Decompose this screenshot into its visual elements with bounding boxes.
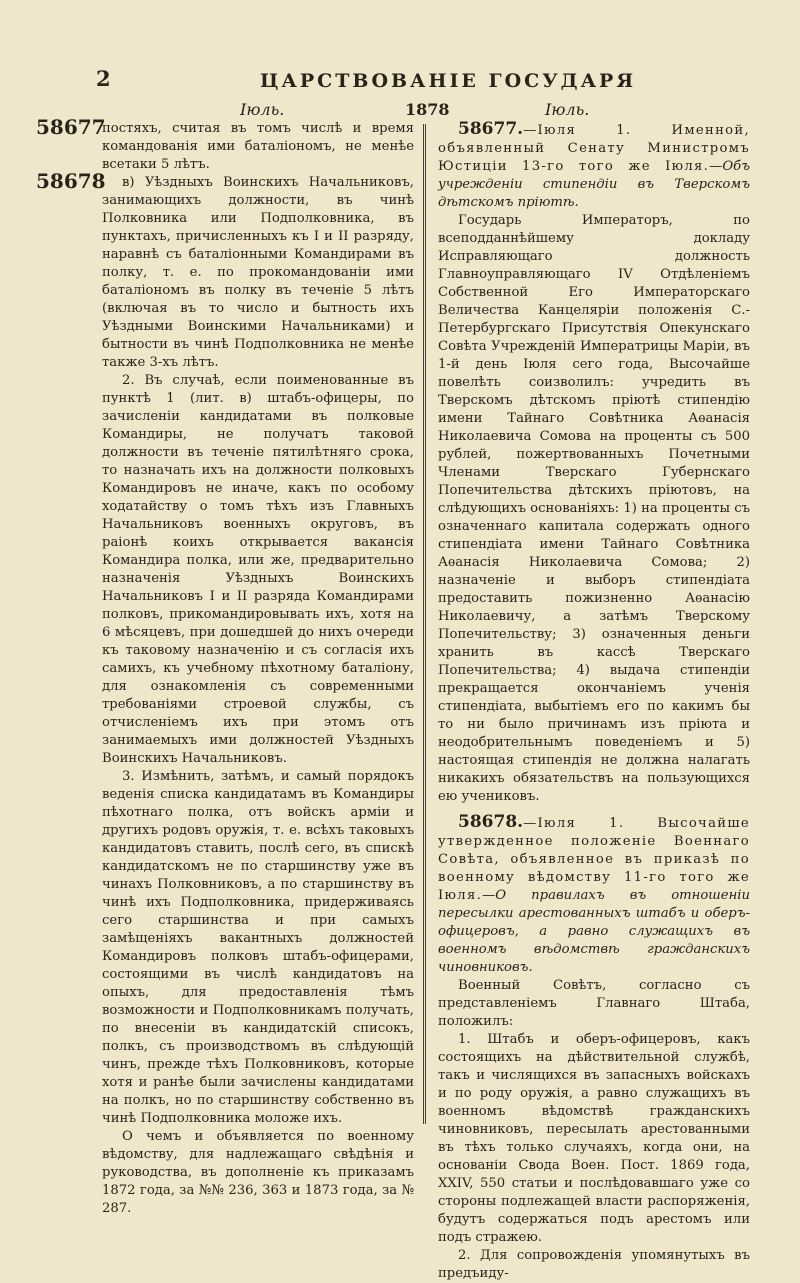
column-divider [423, 124, 426, 1124]
year: 1878 [405, 100, 450, 119]
page-number: 2 [96, 66, 111, 91]
law-title: —О правилахъ въ отношеніи пересылки арестованныхъ штабъ и оберъ-офицеровъ, а равно служащихъ въ военномъ вѣдомствѣ гражданскихъ чиновниковъ. [438, 888, 750, 975]
law-intro: Военный Совѣтъ, согласно съ представленіемъ Главнаго Штаба, положилъ: [438, 978, 750, 1029]
law-number: 58678. [458, 812, 524, 832]
item-v: в) Уѣздныхъ Воинскихъ Начальниковъ, занимающихъ должности, въ чинѣ Полковника или Подполковника, въ пунктахъ, причисленныхъ къ I и II разряду, наравнѣ съ баталіонными Командирами въ полку, т. е. по прокомандованіи ими баталіономъ въ полку въ теченіе 5 лѣтъ (включая въ то число и бытность ихъ Уѣздными Воинскими Начальниками) и бытности въ чинѣ Подполковника не менѣе также 3-хъ лѣтъ. [102, 175, 414, 370]
law-number: 58678 [36, 169, 106, 193]
law-entry-58678-continued [36, 169, 414, 372]
law-body: Государь Императоръ, по всеподданнѣйшему докладу Исправляющаго должность Главноуправляющаго IV Отдѣленіемъ Собственной Его Императорскаго Величества Канцеляріи положенія С.-Петербургскаго Присутствія Опекунскаго Совѣта Учрежденій Императрицы Маріи, въ 1-й день Іюля сего года, Высочайше повелѣть соизволилъ: учредить въ Тверскомъ дѣтскомъ пріютѣ стипендію имени Тайнаго Совѣтника Аѳанасія Николаевича Сомова на проценты съ 500 рублей, пожертвованныхъ Почетными Членами Тверскаго Губернскаго Попечительства дѣтскихъ пріютовъ, на слѣдующихъ основаніяхъ: 1) на проценты съ означеннаго капитала содержать одного стипендіата имени Тайнаго Совѣтника Аѳанасія Николаевича Сомова; 2) назначеніе и выборъ стипендіата предоставить пожизненно Аѳанасію Николаевичу, а затѣмъ Тверскому Попечительству; 3) означенныя деньги хранить въ кассѣ Тверскаго Попечительства; 4) выдача стипендіи прекращается окончаніемъ ученія стипендіата, выбытіемъ его по какимъ бы то ни было причинамъ изъ пріюта и неодобрительнымъ поведеніемъ и 5) настоящая стипендія не должна налагать никакихъ обязательствъ на пользующихся ею учениковъ. [438, 213, 750, 804]
law-text: постяхъ, считая въ томъ числѣ и время командованія ими баталіономъ, не менѣе всетаки 5 лѣтъ. [102, 121, 414, 172]
left-column [36, 115, 414, 1218]
paragraph-3: 3. Измѣнить, затѣмъ, и самый порядокъ веденія списка кандидатамъ въ Командиры пѣхотнаго полка, отъ войскъ арміи и другихъ родовъ оружія, т. е. всѣхъ таковыхъ кандидатовъ ставить, послѣ сего, въ спискѣ кандидатскомъ не по старшинству уже въ чинахъ Полковниковъ, а по старшинству въ чинѣ ихъ Подполковника, придерживаясь сего старшинства и при самыхъ замѣщеніяхъ вакантныхъ должностей Командировъ полковъ штабъ-офицерами, состоящими въ числѣ кандидатовъ на опыхъ, для предоставленія тѣмъ возможности и Подполковникамъ получать, по внесеніи въ кандидатскій списокъ, полкъ, съ производствомъ въ слѣдующій чинъ, прежде тѣхъ Полковниковъ, которые хотя и ранѣе были зачислены кандидатами на полкъ, но по старшинству собственно въ чинѣ Подполковника моложе ихъ. [102, 769, 414, 1126]
law-entry-58678 [438, 813, 750, 977]
running-title: ЦАРСТВОВАНІЕ ГОСУДАРЯ [260, 70, 637, 92]
paragraph-2: 2. Въ случаѣ, если поименованные въ пунктѣ 1 (лит. в) штабъ-офицеры, по зачисленіи кандидатами въ полковые Командиры, не получатъ таковой должности въ теченіе пятилѣтняго срока, то назначать ихъ на должности полковыхъ Командировъ не иначе, какъ по особому ходатайству о томъ тѣхъ изъ Главныхъ Начальниковъ военныхъ округовъ, въ раіонѣ коихъ открывается вакансія Командира полка, или же, предварительно назначенія Уѣздныхъ Воинскихъ Начальниковъ I и II разряда Командирами полковъ, прикомандировывать ихъ, хотя на 6 мѣсяцевъ, при дошедшей до нихъ очереди къ таковому назначенію и съ согласія ихъ самихъ, къ учебному пѣхотному баталіону, для ознакомленія съ современными требованіями строевой службы, съ отчисленіемъ ихъ при этомъ отъ занимаемыхъ ими должностей Уѣздныхъ Воинскихъ Начальниковъ. [102, 373, 414, 766]
law-entry-58677-continued [36, 115, 414, 174]
point-2: 2. Для сопровожденія упомянутыхъ въ предъиду- [438, 1248, 750, 1281]
left-month: Іюль. [240, 100, 285, 119]
law-number: 58677. [458, 119, 524, 139]
law-number: 58677 [36, 115, 106, 139]
law-entry-58677 [438, 120, 750, 212]
law-title: —Объ учрежденіи стипендіи въ Тверскомъ дѣтскомъ пріютѣ. [438, 159, 750, 210]
law-heading: —Іюля 1. Высочайше утвержденное положеніе Военнаго Совѣта, объявленное въ приказѣ по военному вѣдомству 11-го того же Іюля. [438, 816, 750, 903]
law-heading: —Іюля 1. Именной, объявленный Сенату Министромъ Юстиціи 13-го того же Іюля. [438, 123, 750, 174]
closing-paragraph: О чемъ и объявляется по военному вѣдомству, для надлежащаго свѣдѣнія и руководства, въ дополненіе къ приказамъ 1872 года, за №№ 236, 363 и 1873 года, за № 287. [102, 1129, 414, 1216]
right-column [438, 120, 750, 1283]
point-1: 1. Штабъ и оберъ-офицеровъ, какъ состоящихъ на дѣйствительной службѣ, такъ и числящихся въ запасныхъ войскахъ и по роду оружія, а равно служащихъ въ военномъ вѣдомствѣ гражданскихъ чиновниковъ, пересылать арестованными въ тѣхъ только случаяхъ, когда они, на основаніи Свода Воен. Пост. 1869 года, XXIV, 550 статьи и послѣдовавшаго уже со стороны подлежащей власти распоряженія, будутъ содержаться подъ арестомъ или подъ стражею. [438, 1032, 750, 1245]
right-month: Іюль. [545, 100, 590, 119]
